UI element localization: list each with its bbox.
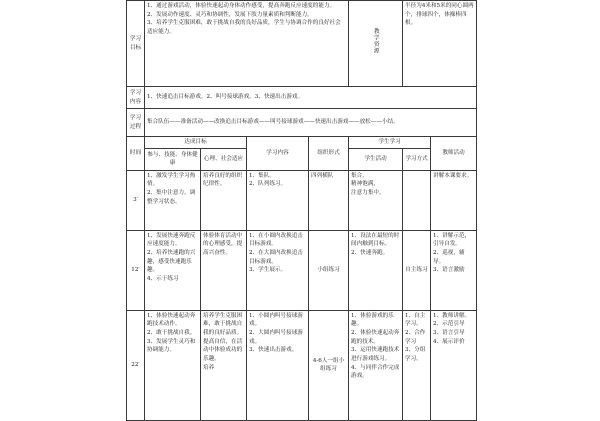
- row1-org-cell: [309, 170, 349, 230]
- resources-cell: [403, 1, 477, 87]
- row3-method-1: 1、自主学习。: [405, 312, 426, 328]
- row1-skill-2: 2、集中注意力，调整学习状态。: [147, 189, 196, 205]
- row2-time-cell: [127, 230, 145, 310]
- row3-content-1: 1、小圆内叫号接球游戏。: [249, 312, 303, 328]
- content-cell: [145, 87, 477, 109]
- row2-content-3: 3、学生展示。: [249, 267, 287, 274]
- resources-label: 教学资源: [372, 28, 379, 55]
- row3-time-cell: [127, 310, 145, 420]
- objective-1: 1、通过游戏活动，体验快速起动身体动作感受，提高奔跑反应速度的能力。: [147, 3, 336, 9]
- row2-skill-cell: [145, 230, 201, 310]
- row1-time: 3′: [133, 196, 138, 203]
- row3-activity-cell: [349, 310, 403, 420]
- content-label: 学习内容: [129, 89, 142, 105]
- content-text: 1、快速追击目标游戏。2、叫号接球游戏。3、快速出击游戏。: [147, 94, 304, 101]
- row1-activity-1: 集合，: [351, 172, 368, 179]
- row2-mental-cell: [201, 230, 247, 310]
- row1-org: 四列横队: [311, 172, 334, 179]
- row1-time-cell: [127, 170, 145, 230]
- org-form-header-cell: [309, 137, 349, 171]
- study-method-header: 学习方式: [405, 155, 428, 162]
- process-label: 学习过程: [129, 114, 142, 130]
- row2-time: 12′: [131, 266, 140, 273]
- row1-method-cell: [403, 170, 431, 230]
- row1-content-2: 2、队列练习。: [249, 181, 287, 188]
- row3-mental-1: 培养学生克服困难，敢于挑战自我的良好品质。: [203, 312, 243, 336]
- process-text: 集合队伍——准备活动——改换追击目标游戏——叫号接球游戏——快速出击游戏——放松——小结。: [147, 119, 399, 126]
- row1-mental-1: 培养良好的组织纪律性。: [203, 172, 243, 188]
- row3-method-cell: [403, 310, 431, 420]
- study-method-header-cell: [403, 148, 431, 170]
- process-cell: [145, 109, 477, 137]
- student-study-header: 学生学习: [378, 139, 401, 145]
- row1-content-cell: [247, 170, 309, 230]
- student-study-header-cell: [349, 137, 431, 149]
- row2-content-cell: [247, 230, 309, 310]
- table-row: [127, 170, 477, 230]
- row3-activity-3: 3、运用快速跑技术进行游戏练习。: [351, 347, 400, 362]
- row3-skill-2: 2、敢于挑战自我。: [147, 329, 196, 336]
- row3-teacher-4: 4、展示评价: [433, 338, 465, 345]
- row3-activity-4: 4、与同伴合作完成游戏。: [351, 364, 400, 380]
- row1-skill-1: 1、激发学生学习热情。: [147, 172, 196, 188]
- row1-activity-2: 精神饱满，: [351, 181, 380, 188]
- row3-teacher-cell: [431, 310, 477, 420]
- row1-activity-3: 注意力集中。: [351, 189, 385, 196]
- row1-mental-cell: [201, 170, 247, 230]
- table-row: [127, 230, 477, 310]
- row3-mental-cell: [201, 310, 247, 420]
- content-label-cell: [127, 87, 145, 109]
- goals-header: 达成目标: [184, 139, 207, 145]
- study-content-header: 学习内容: [266, 150, 289, 156]
- row2-skill-3: 4、示于练习: [147, 275, 179, 282]
- row1-skill-cell: [145, 170, 201, 230]
- process-label-cell: [127, 109, 145, 137]
- student-activity-header-cell: [349, 148, 403, 170]
- time-header: 时间: [129, 150, 142, 156]
- process-row: [127, 109, 477, 137]
- objectives-row: [127, 1, 477, 87]
- row3-content-2: 2、大圆内叫号接球游戏。: [249, 329, 303, 345]
- row3-activity-2: 2、体验快速起动奔跑的技术。: [351, 329, 400, 345]
- row3-content-cell: [247, 310, 309, 420]
- objectives-label-cell: [127, 1, 145, 87]
- goal-mental-header-cell: [201, 148, 247, 170]
- row2-org-cell: [309, 230, 349, 310]
- row2-method-cell: [403, 230, 431, 310]
- row2-content-2: 2、在大圆内改换追击目标游戏。: [249, 249, 303, 265]
- row2-mental-1: 体验体育活动中的心理感受，提高兴奋性。: [203, 232, 243, 256]
- row3-content-3: 3、快速出击游戏。: [249, 347, 298, 354]
- row3-mental-2: 提高自信，在活动中体验成功的乐趣。: [203, 338, 243, 362]
- org-form-header: 组织形式: [317, 150, 340, 156]
- objective-2: 2、发展动作速度、灵巧和协调性，发展下肢力量素质和判断能力。: [147, 11, 313, 18]
- row3-time: 22′: [131, 361, 140, 368]
- row3-method-3: 3、分组学习。: [405, 347, 426, 362]
- objectives-cell: [145, 1, 349, 87]
- goals-header-cell: [145, 137, 247, 149]
- row1-content-1: 1、集队。: [249, 172, 275, 179]
- row3-method-2: 2、合作学习: [405, 329, 426, 345]
- lesson-plan-table: [126, 0, 477, 421]
- goal-skill-header-cell: [145, 148, 201, 170]
- table-row: [127, 310, 477, 420]
- time-header-cell: [127, 137, 145, 171]
- goal-mental-header: 心理、社会适应: [203, 155, 244, 162]
- objective-3: 3、培养学生克服困难，敢于挑战自我的良好品质，学生与协调合作的良好社会适应能力。: [147, 20, 341, 35]
- row2-teacher-cell: [431, 230, 477, 310]
- row2-org: 小组练习: [317, 266, 340, 273]
- header-row-1: [127, 137, 477, 149]
- row2-activity-2: 2、快速奔跑。: [351, 249, 389, 256]
- row3-org-cell: [309, 310, 349, 420]
- student-activity-header: 学生活动: [364, 155, 387, 162]
- goal-skill-header: 参与、技能、身体健康: [147, 151, 198, 167]
- row3-teacher-2: 2、示范引导: [433, 321, 465, 328]
- teacher-activity-header-cell: [431, 137, 477, 171]
- row3-mental-3: 培养: [203, 364, 215, 371]
- row2-teacher-2: 2、巡视，辅导。: [433, 249, 465, 265]
- row3-skill-3: 3、发展学生灵巧和协调能力。: [147, 338, 196, 354]
- row2-teacher-1: 1、讲解示范，引导自发。: [433, 232, 471, 248]
- row3-teacher-1: 1、教师讲解。: [433, 312, 471, 319]
- teacher-activity-header: 教师活动: [442, 150, 465, 156]
- row2-skill-2: 2、培养快速跑的兴趣，感受快速跑乐趣。: [147, 249, 196, 274]
- row1-activity-cell: [349, 170, 403, 230]
- row2-method: 自主练习: [405, 266, 428, 273]
- row3-skill-cell: [145, 310, 201, 420]
- row2-activity-1: 1、设法在最短的时间内触到目标。: [351, 232, 400, 248]
- resources-text: 半径为4米和5米的同心圆两个，排球四个，体操棒四根。: [405, 3, 474, 27]
- row1-teacher-cell: [431, 170, 477, 230]
- row1-teacher-1: 讲解本课要求。: [433, 172, 473, 179]
- row3-skill-1: 1、体验快速起动奔跑技术动作。: [147, 312, 196, 328]
- study-content-header-cell: [247, 137, 309, 171]
- row2-skill-1: 1、发展快速奔跑反应速度能力。: [147, 232, 196, 248]
- resources-label-cell: [349, 1, 403, 87]
- row3-teacher-3: 3、语言引导: [433, 329, 465, 336]
- row3-activity-1: 1、体验游戏的乐趣。: [351, 312, 394, 328]
- objectives-label: 学习目标: [129, 35, 142, 51]
- row2-activity-cell: [349, 230, 403, 310]
- row2-teacher-3: 3、语言激励: [433, 267, 465, 274]
- row2-content-1: 1、在小圆内改换追击目标游戏。: [249, 232, 303, 248]
- row3-org: 4-6人一组小组练习: [312, 357, 345, 373]
- content-row: [127, 87, 477, 109]
